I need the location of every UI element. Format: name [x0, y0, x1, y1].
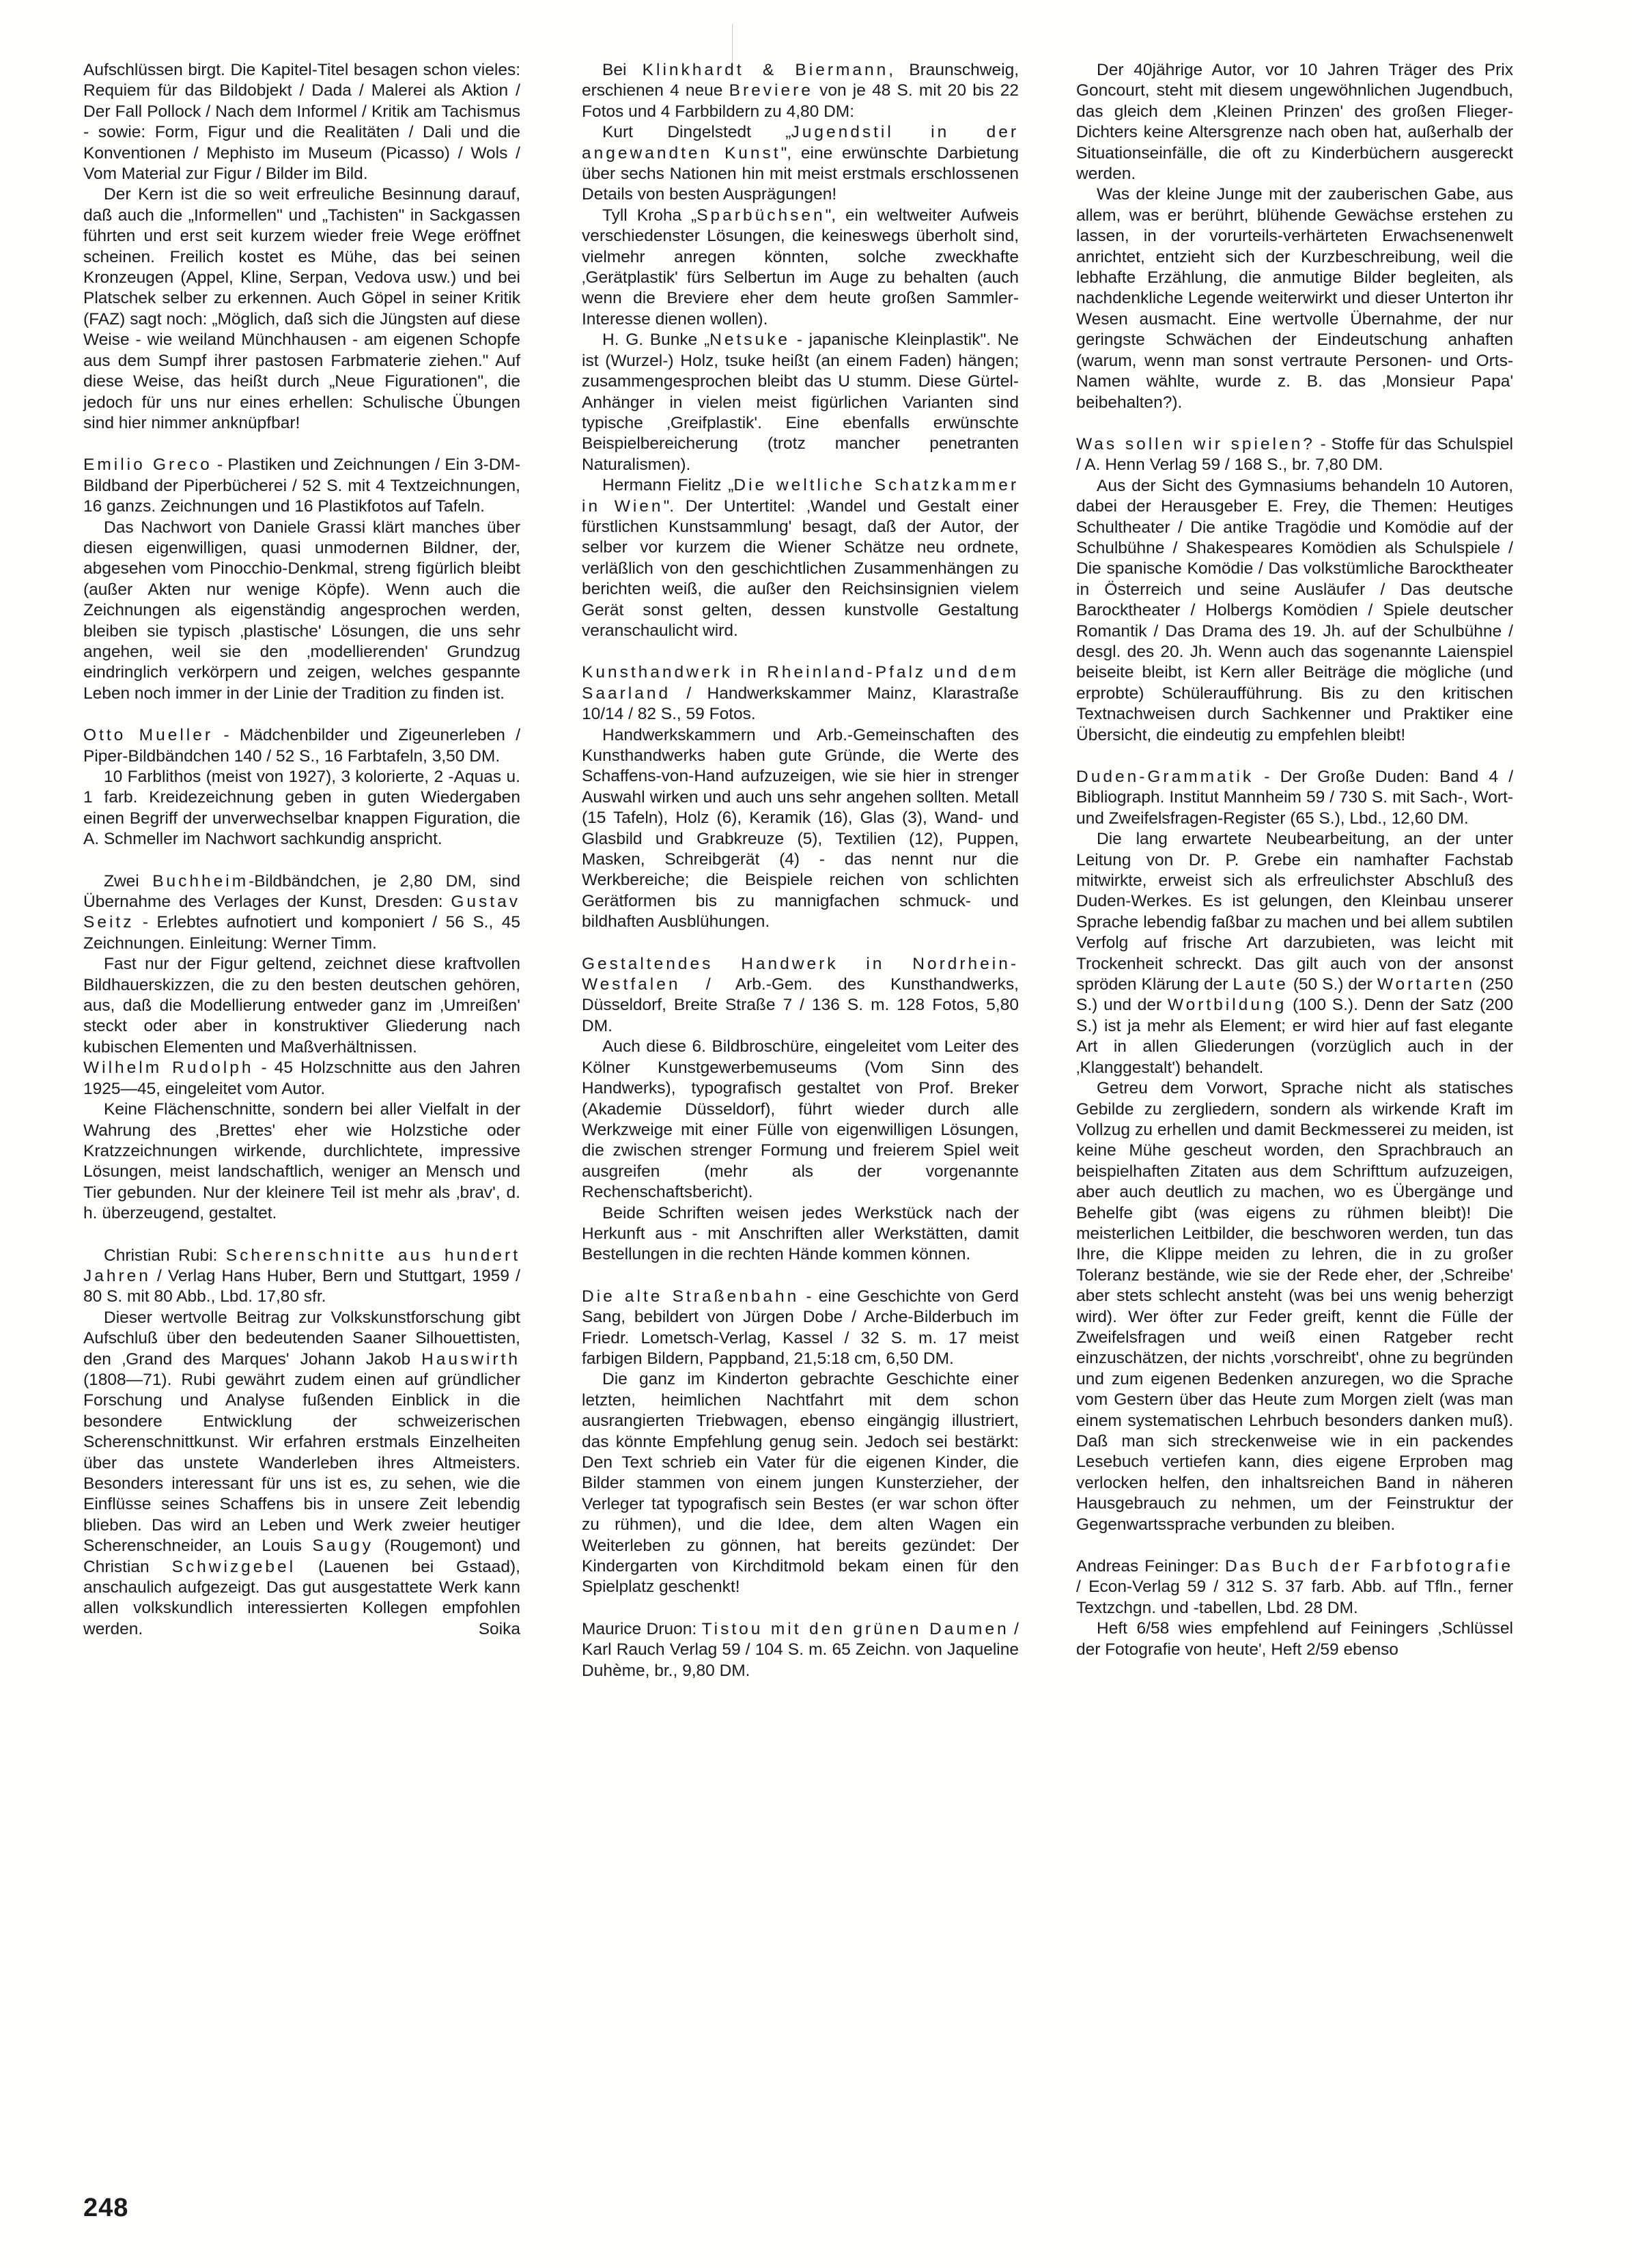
spaced-title: Wortarten [1377, 975, 1475, 994]
text-run: (100 S.). Denn der Satz (200 S.) ist ja mehr als Element; er wird hier auf fast elegante Art in allen Gliederungen (vorzüglich auch in der ‚Klanggestalt') behandelt. [1076, 996, 1514, 1077]
text-run: - 45 Holzschnitte aus den Jahren 1925—45, eingeleitet vom Autor. [83, 1059, 520, 1098]
spaced-title: Saugy [312, 1537, 374, 1556]
paragraph [582, 1369, 1019, 1597]
paragraph [83, 767, 520, 850]
paragraph [582, 60, 1019, 122]
paragraph [582, 122, 1019, 206]
spaced-title: Das Buch der Farbfotografie [1224, 1557, 1513, 1576]
text-run: ", ein weltweiter Aufweis verschiedenster Lösungen, die keineswegs überholt sind, vielmehr anregen könnten, solche zweckhafte ‚Gerätplastik' fürs Selbertun im Auge zu behalten (auch wenn die Breviere eher dem heute großen Sammler-Interesse dienen wollen). [582, 206, 1019, 328]
spaced-title: Gestaltendes Handwerk in Nordrhein-Westfalen [582, 954, 1019, 994]
paragraph [83, 1246, 520, 1308]
paragraph [1076, 184, 1513, 412]
text-run: Die lang erwartete Neubearbeitung, an der unter Leitung von Dr. P. Grebe ein namhafter Fachstab mitwirkte, erweist sich als erfreulichster Abschluß des Duden-Werkes. Es ist gelungen, den Kleinbau unserer Sprache lebendig faßbar zu machen und bei allem subtilen Verfolg auf frische Art darzubieten, was leicht mit Trockenheit schreckt. Das gilt auch von der ansonst spröden Klärung der [1076, 830, 1513, 994]
text-run: , Braunschweig, erschienen 4 neue [582, 61, 1019, 100]
text-run: Auch diese 6. Bildbroschüre, eingeleitet vom Leiter des Kölner Kunstgewerbemuseums (Vom Sinn des Handwerks), typografisch gestaltet von Prof. Breker (Akademie Düsseldorf), führt wieder durch alle Werkzweige mit einer Fülle von eigenwilligen Lösungen, die zwischen strenger Formung und freierem Spiel weit ausgreifen (mehr als der vorgenannte Rechenschaftsbericht). [582, 1037, 1019, 1202]
text-run: Aufschlüssen birgt. Die Kapitel-Titel besagen schon vieles: Requiem für das Bildobjekt / Dada / Malerei als Aktion / Der Fall Pollock / Nach dem Informel / Kritik am Tachismus - sowie: Form, Figur und die Realitäten / Dali und die Konventionen / Mephisto im Museum (Picasso) / Wols / Vom Material zur Figur / Bilder im Bild. [83, 61, 520, 184]
spaced-title: Buchheim [152, 871, 249, 891]
text-run: Beide Schriften weisen jedes Werkstück nach der Herkunft aus - mit Anschriften aller Werkstätten, damit Bestellungen in die rechten Hände kommen können. [582, 1203, 1019, 1264]
spaced-title: Was sollen wir spielen? [1076, 434, 1315, 453]
text-run: Christian Rubi: [104, 1246, 226, 1265]
text-column-3 [1076, 60, 1513, 1660]
text-run: - Mädchenbilder und Zigeunerleben / Piper-Bildbändchen 140 / 52 S., 16 Farbtafeln, 3,50 DM. [83, 726, 521, 766]
spaced-title: Wortbildung [1167, 996, 1287, 1015]
text-run: Handwerkskammern und Arb.-Gemeinschaften des Kunsthandwerks haben gute Gründe, die Werte des Schaffens-von-Hand aufzuzeigen, wie sie hier in strenger Auswahl wirken und auch uns sehr angehen sollten. Metall (15 Tafeln), Holz (6), Keramik (16), Glas (3), Wand- und Glasbild und Grabkreuze (5), Textilien (12), Puppen, Masken, Schreibgerät (4) - das nennt nur die Werkbereiche; die Beispiele reichen von schlichten Gerätformen bis zu mannigfachen schmuck- und bildhaften Ausblühungen. [582, 725, 1019, 932]
paragraph [1076, 476, 1513, 746]
text-run: Tyll Kroha „ [602, 206, 697, 225]
text-run: H. G. Bunke „ [602, 331, 710, 350]
text-run: (Lauenen bei Gstaad), anschaulich aufgezeigt. Das gut ausgestattete Werk kann allen volkskundlich interessierten Kollegen empfohlen werden. [83, 1557, 520, 1638]
text-run: Hermann Fielitz „ [602, 476, 734, 495]
text-run: / Econ-Verlag 59 / 312 S. 37 farb. Abb. auf Tfln., ferner Textzchgn. und -tabellen, Lbd. 28 DM. [1076, 1578, 1513, 1617]
text-run: Was der kleine Junge mit der zauberischen Gabe, aus allem, was er berührt, blühende Gewächse erstehen zu lassen, in der vorurteils-verhärteten Erwachsenenwelt anrichtet, entzieht sich der Kurzbeschreibung, weil die lebhafte Erzählung, die anmutige Bilder begleiten, als nachdenkliche Legende weiterwirkt und dieser Unterton ihr Wesen ausmacht. Eine wertvolle Übernahme, der nur geringste Schwächen der Eindeutschung anhaften (warum, wenn man sonst vertraute Personen- und Orts-Namen wählte, wurde z. B. das ‚Monsieur Papa' beibehalten?). [1076, 185, 1513, 412]
text-run: - Der Große Duden: Band 4 / Bibliograph. Institut Mannheim 59 / 730 S. mit Sach-, Wort- und Zweifelsfragen-Register (65 S.), Lbd., 12,60 DM. [1076, 768, 1513, 828]
paragraph [83, 518, 520, 705]
paragraph [83, 954, 520, 1058]
text-run: - japanische Kleinplastik". Ne ist (Wurzel-) Holz, tsuke heißt (an einem Faden) hängen; zusammengesprochen bleibt das U stumm. Diese Gürtel-Anhänger in vielen meist figürlichen Varianten sind typische ‚Greifplastik'. Eine ebenfalls erwünschte Beispielbereicherung (trotz mancher penetranten Naturalismen). [582, 331, 1019, 474]
text-run: (1808—71). Rubi gewährt zudem einen auf gründlicher Forschung und Analyse fußenden Einblick in die besondere Entwicklung der schweizerischen Scherenschnittkunst. Wir erfahren erstmals Einzelheiten über das unstete Wanderleben ihres Altmeisters. Besonders interessant für uns ist es, zu sehen, wie die Einflüsse seines Schaffens bis in unsere Zeit lebendig blieben. Das wird an Leben und Werk zweier heutiger Scherenschneider, an Louis [83, 1370, 520, 1556]
text-column-2 [582, 60, 1019, 1681]
paragraph [582, 330, 1019, 475]
review-heading [83, 455, 520, 517]
review-heading [1076, 767, 1513, 829]
paragraph [582, 1203, 1019, 1265]
spaced-title: Netsuke [709, 331, 791, 350]
paragraph [1076, 1619, 1513, 1660]
spaced-title: Schwizgebel [171, 1557, 296, 1576]
paragraph [83, 60, 520, 184]
text-run: Getreu dem Vorwort, Sprache nicht als statisches Gebilde zu zergliedern, sondern als wirkende Kraft im Vollzug zu erhellen und damit Beckmesserei zu meiden, ist keine Mühe gescheut worden, den Sprachbrauch an beispielhaften Zitaten aus dem Schrifttum aufzuzeigen, aber auch deutlich zu machen, wo es Übergänge und Behelfe gibt (was eigens zu rühmen bleibt)! Die meisterlichen Leitbilder, die beschworen werden, tun das Ihre, die Klippe meiden zu lehren, die in zu großer Toleranz bestände, wie sie der Rede eher, der ‚Schreibe' aber stets schlecht ansteht (was bei uns wenig beherzigt wird). Wer öfter zur Feder greift, kennt die Fülle der Zweifelsfragen und weiß einen Ratgeber recht einzuschätzen, der nichts ‚vorschreibt', ohne zu begründen und zum eigenen Bedenken anzuregen, wo die Sprache vom Gestern über das Heute zum Morgen zielt (was man einem systematischen Lehrbuch besonders danken muß). Daß man sich streckenweise wie in ein packendes Lesebuch vertiefen kann, dies eigene Erproben mag verlocken helfen, den inhaltsreichen Band in näheren Hausgebrauch zu nehmen, um der Feinstruktur der Gegenwartssprache verbunden zu bleiben. [1076, 1079, 1513, 1534]
spaced-title: Otto Mueller [83, 726, 213, 745]
text-run: Aus der Sicht des Gymnasiums behandeln 10 Autoren, dabei der Herausgeber E. Frey, die Themen: Heutiges Schultheater / Die antike Tragödie und Komödie auf der Schulbühne / Shakespeares Komödien als Schulspiele / Die spanische Komödie / Das volkstümliche Barocktheater in Österreich und seine Ausläufer / Das deutsche Barocktheater / Holbergs Komödien / Spiele deutscher Romantik / Das Drama des 19. Jh. auf der Schulbühne / desgl. des 20. Jh. Wenn auch das sogenannte Laienspiel beiseite bleibt, ist Kern aller Beiträge die mögliche (und erprobte) Schüleraufführung. Bis zu den kritischen Textnachweisen durch Sachkenner und Praktiker eine Übersicht, die eindeutig zu empfehlen bleibt! [1076, 476, 1513, 744]
paragraph [1076, 1078, 1513, 1535]
text-run: ". Der Untertitel: ‚Wandel und Gestalt einer fürstlichen Kunstsammlung' besagt, daß der Autor, der selber vor kurzem die Wiener Schätze neu ordnete, verläßlich von den geschichtlichen Zusammenhängen zu berichten weiß, die außer den Reichsinsignien vielem Gerät sonst gelten, dessen kunstvolle Gestaltung veranschaulicht wird. [582, 496, 1019, 640]
spaced-title: Duden-Grammatik [1076, 768, 1254, 786]
text-run: Die ganz im Kinderton gebrachte Geschichte einer letzten, heimlichen Nachtfahrt mit dem schon ausrangierten Triebwagen, ebenso eingängig illustriert, das könnte Empfehlung genug sein. Jedoch sei bestärkt: Den Text schrieb ein Vater für die eigenen Kinder, die Bilder stammen von einem jungen Kunsterzieher, der Verleger tat typografisch sein Bestes (er war schon öfter zu rühmen), und die Idee, dem alten Wagen ein Weiterleben zu gönnen, hat bereits gezündet: Der Kindergarten von Kirchditmold bekam einen für den Spielplatz geschenkt! [582, 1370, 1019, 1597]
paragraph [582, 725, 1019, 933]
text-run: Der 40jährige Autor, vor 10 Jahren Träger des Prix Goncourt, steht mit diesem ungewöhnlichen Jugendbuch, das gleich dem ‚Kleinen Prinzen' des großen Flieger-Dichters keine Altersgrenze nach oben hat, außerhalb der Situationseinfälle, die oft zu Kinderbüchern ausgereckt werden. [1076, 61, 1513, 184]
text-run: / Arb.-Gem. des Kunsthandwerks, Düsseldorf, Breite Straße 7 / 136 S. m. 128 Fotos, 5,80 DM. [582, 975, 1019, 1035]
text-run: -Bildbändchen, je 2,80 DM, sind Übernahme des Verlages der Kunst, Dresden: [83, 871, 520, 912]
spaced-title: Die alte Straßenbahn [582, 1287, 800, 1306]
page-number: 248 [83, 2194, 129, 2222]
text-run: Bei [602, 61, 643, 79]
spaced-title: Scherenschnitte aus hundert Jahren [83, 1246, 520, 1285]
paragraph [582, 206, 1019, 330]
text-run: Kurt Dingelstedt „ [602, 123, 791, 142]
review-heading [582, 1287, 1019, 1370]
spaced-title: Sparbüchsen [697, 206, 826, 225]
paragraph [83, 184, 520, 434]
text-run: Andreas Feininger: [1076, 1557, 1225, 1576]
text-run: ", eine erwünschte Darbietung über sechs Nationen hin mit meist erstmals erschlossenen Details von besten Ausprägungen! [582, 143, 1019, 204]
spaced-title: Emilio Greco [83, 456, 212, 475]
paragraph [1076, 829, 1513, 1078]
text-column-1 [83, 60, 520, 1640]
text-run: Heft 6/58 wies empfehlend auf Feiningers ‚Schlüssel der Fotografie von heute', Heft 2/59 ebenso [1076, 1619, 1513, 1659]
paragraph [83, 871, 520, 955]
center-fold-mark [732, 24, 733, 65]
text-run: - Erlebtes aufnotiert und komponiert / 56 S., 45 Zeichnungen. Einleitung: Werner Timm. [83, 913, 520, 953]
text-run: - Plastiken und Zeichnungen / Ein 3-DM-Bildband der Piperbücherei / 52 S. mit 4 Textzeichnungen, 16 ganzs. Zeichnungen und 16 Plastikfotos auf Tafeln. [83, 456, 520, 516]
paragraph [582, 475, 1019, 641]
spaced-title: Hauswirth [421, 1349, 520, 1369]
text-run: Der Kern ist die so weit erfreuliche Besinnung darauf, daß auch die „Informellen" und „Tachisten" in Sackgassen führten und erst seit kurzem wieder freie Wege eröffnet scheinen. Freilich kostet es Mühe, das bei seinen Kronzeugen (Appel, Kline, Serpan, Vedova usw.) und bei Platschek selber zu erkennen. Auch Göpel in seiner Kritik (FAZ) sagt noch: „Möglich, daß sich die Jüngsten auf diese Weise - wie weiland Münchhausen - am eigenen Schopfe aus dem Sumpf ihrer pastosen Farbmaterie ziehen." Auf diese Weise, das heißt durch „Neue Figurationen", die jedoch für uns nur eines erhellen: Schulische Übungen sind hier nimmer anknüpfbar! [83, 185, 520, 432]
text-run: Zwei [104, 871, 153, 891]
text-run: Fast nur der Figur geltend, zeichnet diese kraftvollen Bildhauerskizzen, die zu den besten deutschen gehören, aus, daß die Modellierung entweder ganz im ‚Umreißen' steckt oder aber in konstruktiver Gliederung nach kubischen Elementen und Maßverhältnissen. [83, 955, 520, 1056]
text-run: / Verlag Hans Huber, Bern und Stuttgart, 1959 / 80 S. mit 80 Abb., Lbd. 17,80 sfr. [83, 1266, 520, 1306]
paragraph [1076, 60, 1513, 184]
text-run: (Rougemont) und Christian [83, 1537, 520, 1576]
text-run: Keine Flächenschnitte, sondern bei aller Vielfalt in der Wahrung des ‚Brettes' eher wie Holzstiche oder Kratzzeichnungen wirkende, durchlichtete, impressive Lösungen, meist landschaftlich, weniger an Mensch und Tier gebunden. Nur der kleinere Teil ist mehr als ‚brav', d. h. überzeugend, gestaltet. [83, 1100, 520, 1223]
spaced-title: Die weltliche Schatzkammer in Wien [582, 476, 1019, 516]
spaced-title: Wilhelm Rudolph [83, 1059, 254, 1078]
text-run: / Karl Rauch Verlag 59 / 104 S. m. 65 Zeichn. von Jaqueline Duhème, br., 9,80 DM. [582, 1619, 1019, 1680]
review-heading [83, 1058, 520, 1100]
text-run: (50 S.) der [1288, 975, 1377, 994]
review-heading [582, 1619, 1019, 1681]
text-run: Das Nachwort von Daniele Grassi klärt manches über diesen eigenwilligen, quasi unmodernen Bildner, der, abgesehen vom Pinocchio-Denkmal, streng figürlich bleibt (außer Akten nur wenige Köpfe). Wenn auch die Zeichnungen als eigenständig angesprochen werden, bleiben sie typisch ‚plastische' Lösungen, die uns sehr angehen, weil sie den ‚modellierenden' Grundzug eindringlich verkörpern und zeigen, welches gespannte Leben noch immer in der Linie der Tradition zu finden ist. [83, 518, 520, 703]
spaced-title: Breviere [729, 81, 813, 100]
text-run: Maurice Druon: [582, 1619, 702, 1638]
paragraph [83, 1308, 520, 1640]
text-run: - Stoffe für das Schulspiel / A. Henn Verlag 59 / 168 S., br. 7,80 DM. [1076, 434, 1513, 475]
spaced-title: Tistou mit den grünen Daumen [701, 1619, 1009, 1638]
spaced-title: Jugendstil in der angewandten Kunst [582, 123, 1019, 163]
review-heading [1076, 434, 1513, 476]
text-run: von je 48 S. mit 20 bis 22 Fotos und 4 Farbbildern zu 4,80 DM: [582, 81, 1019, 121]
spaced-title: Laute [1233, 975, 1289, 994]
text-run: (250 S.) und der [1076, 975, 1513, 1015]
spaced-title: Gustav Seitz [83, 893, 520, 932]
text-run: / Handwerkskammer Mainz, Klarastraße 10/14 / 82 S., 59 Fotos. [582, 684, 1019, 724]
review-heading [582, 662, 1019, 725]
text-run: Dieser wertvolle Beitrag zur Volkskunstforschung gibt Aufschluß über den bedeutenden Saaner Silhouettisten, den ‚Grand des Marques' Johann Jakob [83, 1308, 520, 1369]
spaced-title: Kunsthandwerk in Rheinland-Pfalz und dem Saarland [582, 663, 1019, 703]
author-signature: Soika [478, 1619, 520, 1638]
review-heading [582, 954, 1019, 1037]
text-run: - eine Geschichte von Gerd Sang, bebildert von Jürgen Dobe / Arche-Bilderbuch im Friedr. Lometsch-Verlag, Kassel / 32 S. m. 17 meist farbigen Bildern, Pappband, 21,5:18 cm, 6,50 DM. [582, 1287, 1019, 1368]
review-heading [83, 725, 520, 767]
paragraph [582, 1037, 1019, 1203]
spaced-title: Klinkhardt & Biermann [642, 61, 889, 79]
paragraph [83, 1100, 520, 1224]
review-heading [1076, 1556, 1513, 1619]
text-run: 10 Farblithos (meist von 1927), 3 kolorierte, 2 -Aquas u. 1 farb. Kreidezeichnung geben in guten Wiedergaben einen Begriff der unverwechselbar knappen Figuration, die A. Schmeller im Nachwort sachkundig anspricht. [83, 768, 520, 849]
